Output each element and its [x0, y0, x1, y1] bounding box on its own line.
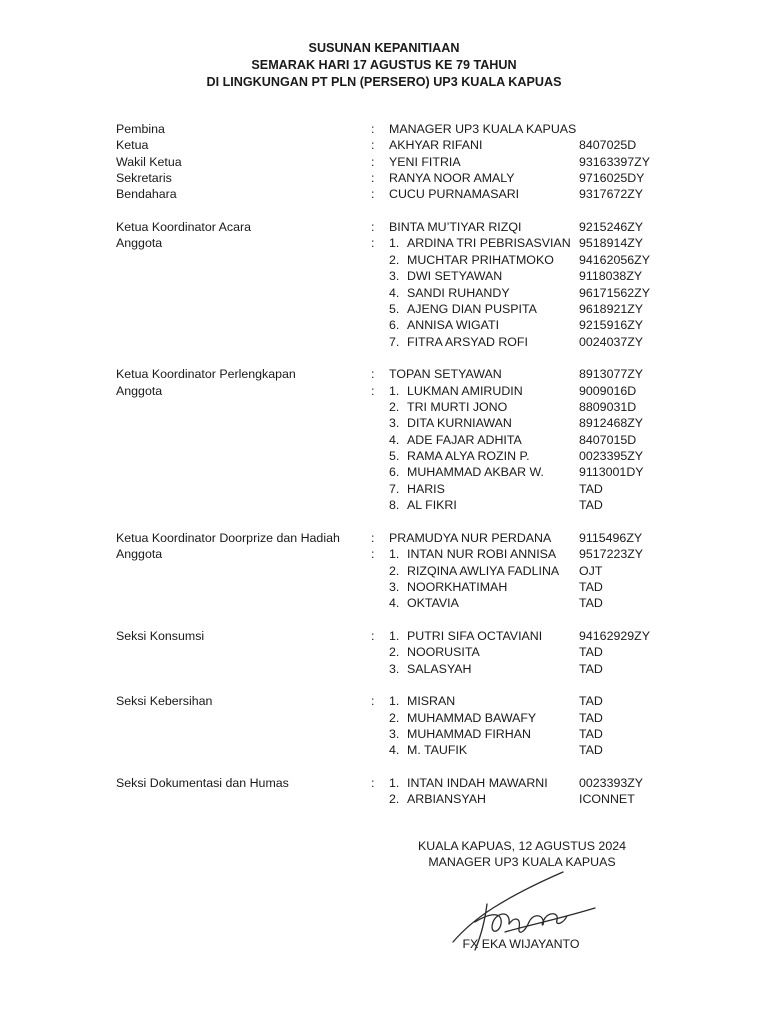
member-number: 7. — [389, 481, 400, 496]
employee-id: TAD — [579, 743, 603, 758]
member-number: 2. — [389, 252, 400, 267]
person-name: TRI MURTI JONO — [407, 400, 508, 414]
person-name: HARIS — [407, 481, 445, 496]
employee-id: 96171562ZY — [579, 285, 650, 300]
member-number: 6. — [389, 318, 400, 333]
employee-id: 8407025D — [579, 138, 637, 153]
person-name: INTAN NUR ROBI ANNISA — [407, 547, 557, 562]
role-label: Ketua Koordinator Perlengkapan — [116, 367, 296, 382]
person-name: M. TAUFIK — [407, 743, 468, 758]
employee-id: 0024037ZY — [579, 334, 644, 349]
title-line-1: SUSUNAN KEPANITIAAN — [308, 41, 460, 55]
member-number: 1. — [389, 547, 400, 562]
role-label: Wakil Ketua — [116, 154, 182, 169]
employee-id: 9118038ZY — [579, 269, 643, 284]
member-number: 4. — [389, 596, 400, 611]
member-number: 5. — [389, 301, 400, 316]
colon-separator: : — [371, 367, 375, 382]
person-name: RANYA NOOR AMALY — [389, 171, 515, 185]
colon-separator: : — [371, 694, 375, 709]
employee-id: TAD — [579, 596, 603, 611]
person-name: AJENG DIAN PUSPITA — [407, 301, 537, 316]
employee-id: 94162056ZY — [579, 252, 650, 267]
person-name: PUTRI SIFA OCTAVIANI — [407, 628, 543, 643]
person-name: NOORKHATIMAH — [407, 579, 508, 594]
employee-id: TAD — [579, 481, 603, 496]
person-name: MUHAMMAD AKBAR W. — [407, 465, 544, 480]
member-number: 2. — [389, 563, 400, 578]
member-number: 6. — [389, 465, 400, 480]
employee-id: 0023393ZY — [579, 776, 644, 790]
person-name: OKTAVIA — [407, 596, 459, 611]
signature-position: MANAGER UP3 KUALA KAPUAS — [428, 855, 616, 869]
colon-separator: : — [371, 122, 375, 136]
role-label: Ketua — [116, 138, 149, 153]
colon-separator: : — [371, 628, 375, 643]
person-name: SANDI RUHANDY — [407, 285, 510, 300]
member-number: 3. — [389, 579, 400, 594]
person-name: MISRAN — [407, 694, 456, 709]
person-name: ANNISA WIGATI — [407, 318, 500, 333]
employee-id: 94162929ZY — [579, 628, 650, 643]
employee-id: TAD — [579, 694, 603, 709]
member-number: 1. — [389, 628, 400, 643]
employee-id: 8912468ZY — [579, 416, 644, 431]
role-label: Sekretaris — [116, 171, 172, 185]
employee-id: 8407015D — [579, 432, 637, 447]
person-name: MUHAMMAD FIRHAN — [407, 727, 531, 741]
member-number: 4. — [389, 432, 400, 447]
member-number: 2. — [389, 792, 400, 807]
member-number: 1. — [389, 776, 400, 790]
member-number: 1. — [389, 383, 400, 398]
person-name: DITA KURNIAWAN — [407, 416, 512, 431]
handwritten-signature — [445, 862, 615, 957]
employee-id: TAD — [579, 645, 603, 660]
member-number: 1. — [389, 694, 400, 709]
employee-id: TAD — [579, 661, 603, 676]
colon-separator: : — [371, 171, 375, 185]
person-name: PRAMUDYA NUR PERDANA — [389, 530, 552, 545]
employee-id: TAD — [579, 498, 603, 513]
member-number: 2. — [389, 645, 400, 660]
member-number: 3. — [389, 269, 400, 284]
role-label: Anggota — [116, 236, 163, 251]
role-label: Seksi Konsumsi — [116, 628, 205, 643]
colon-separator: : — [371, 138, 375, 153]
person-name: AKHYAR RIFANI — [389, 138, 483, 153]
employee-id: TAD — [579, 579, 603, 594]
role-label: Ketua Koordinator Acara — [116, 220, 252, 235]
colon-separator: : — [371, 154, 375, 169]
employee-id: OJT — [579, 563, 603, 578]
member-number: 1. — [389, 236, 400, 251]
title-line-3: DI LINGKUNGAN PT PLN (PERSERO) UP3 KUALA KAPUAS — [206, 75, 562, 89]
title-line-2: SEMARAK HARI 17 AGUSTUS KE 79 TAHUN — [251, 58, 517, 72]
colon-separator: : — [371, 776, 375, 790]
colon-separator: : — [371, 547, 375, 562]
person-name: RAMA ALYA ROZIN P. — [407, 449, 530, 463]
person-name: YENI FITRIA — [389, 154, 461, 169]
colon-separator: : — [371, 220, 375, 235]
employee-id: TAD — [579, 727, 603, 741]
employee-id: 0023395ZY — [579, 449, 644, 463]
person-name: ARDINA TRI PEBRISASVIAN — [407, 236, 571, 251]
person-name: TOPAN SETYAWAN — [389, 367, 502, 382]
employee-id: 9215246ZY — [579, 220, 644, 235]
person-name: NOORUSITA — [407, 645, 480, 660]
member-number: 3. — [389, 661, 400, 676]
colon-separator: : — [371, 236, 375, 251]
person-name: ARBIANSYAH — [407, 792, 486, 807]
role-label: Anggota — [116, 383, 163, 398]
employee-id: 8913077ZY — [579, 367, 644, 382]
member-number: 8. — [389, 498, 400, 513]
person-name: MUCHTAR PRIHATMOKO — [407, 252, 554, 267]
employee-id: TAD — [579, 710, 603, 725]
member-number: 2. — [389, 400, 400, 414]
employee-id: 9115496ZY — [579, 530, 643, 545]
person-name: AL FIKRI — [407, 498, 457, 513]
person-name: MANAGER UP3 KUALA KAPUAS — [389, 122, 577, 136]
employee-id: 93163397ZY — [579, 154, 650, 169]
person-name: SALASYAH — [407, 661, 472, 676]
colon-separator: : — [371, 383, 375, 398]
employee-id: ICONNET — [579, 792, 635, 807]
member-number: 7. — [389, 334, 400, 349]
member-number: 2. — [389, 710, 400, 725]
person-name: MUHAMMAD BAWAFY — [407, 710, 537, 725]
colon-separator: : — [371, 530, 375, 545]
person-name: FITRA ARSYAD ROFI — [407, 334, 528, 349]
employee-id: 9009016D — [579, 383, 637, 398]
person-name: BINTA MU’TIYAR RIZQI — [389, 220, 522, 235]
member-number: 4. — [389, 743, 400, 758]
role-label: Pembina — [116, 122, 165, 136]
person-name: RIZQINA AWLIYA FADLINA — [407, 563, 560, 578]
member-number: 3. — [389, 416, 400, 431]
person-name: CUCU PURNAMASARI — [389, 187, 520, 202]
role-label: Anggota — [116, 547, 163, 562]
person-name: ADE FAJAR ADHITA — [407, 432, 522, 447]
employee-id: 8809031D — [579, 400, 637, 414]
document-title — [0, 40, 768, 91]
employee-id: 9518914ZY — [579, 236, 644, 251]
employee-id: 9517223ZY — [579, 547, 644, 562]
role-label: Bendahara — [116, 187, 177, 202]
member-number: 5. — [389, 449, 400, 463]
person-name: DWI SETYAWAN — [407, 269, 503, 284]
employee-id: 9317672ZY — [579, 187, 644, 202]
person-name: INTAN INDAH MAWARNI — [407, 776, 548, 790]
employee-id: 9215916ZY — [579, 318, 644, 333]
person-name: LUKMAN AMIRUDIN — [407, 383, 523, 398]
employee-id: 9113001DY — [579, 465, 644, 480]
employee-id: 9618921ZY — [579, 301, 644, 316]
signer-name: FX EKA WIJAYANTO — [462, 937, 580, 951]
role-label: Seksi Kebersihan — [116, 694, 213, 709]
role-label: Seksi Dokumentasi dan Humas — [116, 776, 289, 790]
member-number: 3. — [389, 727, 400, 741]
employee-id: 9716025DY — [579, 171, 645, 185]
signature-place-date: KUALA KAPUAS, 12 AGUSTUS 2024 — [418, 839, 626, 853]
colon-separator: : — [371, 187, 375, 202]
role-label: Ketua Koordinator Doorprize dan Hadiah — [116, 530, 340, 545]
member-number: 4. — [389, 285, 400, 300]
